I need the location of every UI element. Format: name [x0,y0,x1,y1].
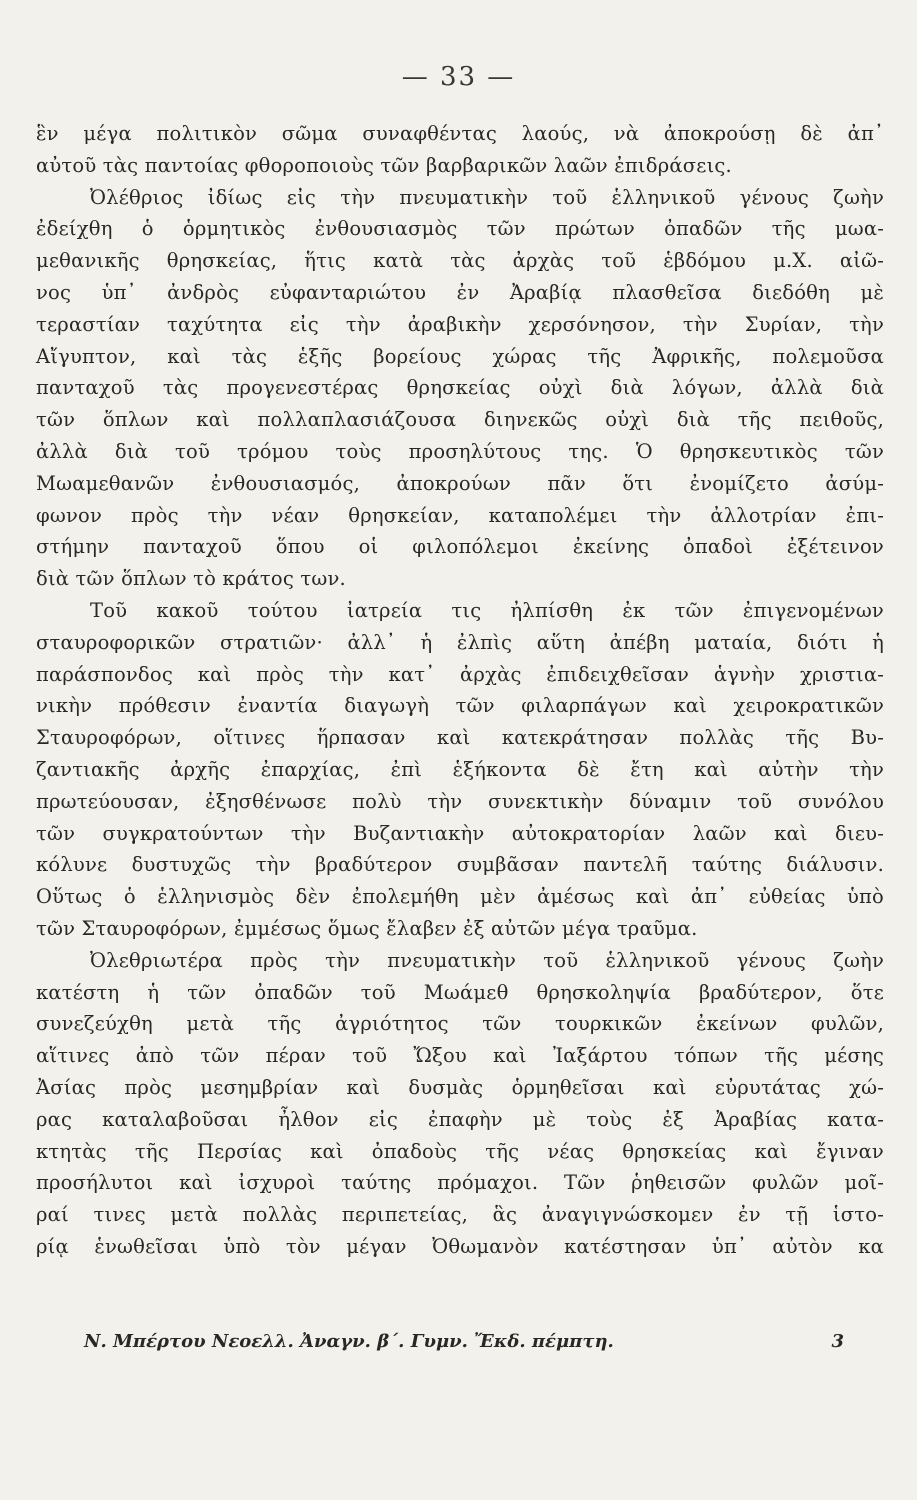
text-line: πρωτεύουσαν, ἐξησθένωσε πολὺ τὴν συνεκτικὴν δύναμιν τοῦ συνόλου [36,789,884,813]
text-line: κτητὰς τῆς Περσίας καὶ ὀπαδοὺς τῆς νέας θρησκείας καὶ ἔγιναν [36,1139,884,1163]
text-line: διὰ τῶν ὅπλων τὸ κράτος των. [36,567,346,591]
text-line: τεραστίαν ταχύτητα εἰς τὴν ἀραβικὴν χερσόνησον, τὴν Συρίαν, τὴν [36,312,884,336]
text-line: στήμην πανταχοῦ ὅπου οἱ φιλοπόλεμοι ἐκείνης ὀπαδοὶ ἐξέτεινον [36,535,884,559]
text-line: Σταυροφόρων, οἵτινες ἥρπασαν καὶ κατεκράτησαν πολλὰς τῆς Βυ- [36,726,884,750]
printer-signature: 3 [831,1331,844,1352]
text-line: τῶν Σταυροφόρων, ἐμμέσως ὅμως ἔλαβεν ἐξ αὐτῶν μέγα τραῦμα. [36,916,698,940]
text-line: ἓν μέγα πολιτικὸν σῶμα συναφθέντας λαούς, νὰ ἀποκρούσῃ δὲ ἀπ᾽ [36,122,884,145]
text-line: ρας καταλαβοῦσαι ἦλθον εἰς ἐπαφὴν μὲ τοὺς ἐξ Ἀραβίας κατα- [36,1107,884,1131]
text-line: ρίᾳ ἑνωθεῖσαι ὑπὸ τὸν μέγαν Ὀθωμανὸν κατέστησαν ὑπ᾽ αὐτὸν κα [36,1234,884,1258]
text-line: Ὀλέθριος ἰδίως εἰς τὴν πνευματικὴν τοῦ ἑλληνικοῦ γένους ζωὴν [90,185,884,209]
text-line: τῶν ὅπλων καὶ πολλαπλασιάζουσα διηνεκῶς οὐχὶ διὰ τῆς πειθοῦς, [36,408,884,432]
text-line: Αἴγυπτον, καὶ τὰς ἑξῆς βορείους χώρας τῆς Ἀφρικῆς, πολεμοῦσα [36,344,884,368]
text-line: ραί τινες μετὰ πολλὰς περιπετείας, ἃς ἀναγιγνώσκομεν ἐν τῇ ἱστο- [36,1203,884,1227]
text-line: παράσπονδος καὶ πρὸς τὴν κατ᾽ ἀρχὰς ἐπιδειχθεῖσαν ἁγνὴν χριστια- [36,662,884,686]
text-line: αὐτοῦ τὰς παντοίας φθοροποιοὺς τῶν βαρβαρικῶν λαῶν ἐπιδράσεις. [36,153,732,177]
text-line: νος ὑπ᾽ ἀνδρὸς εὐφανταριώτου ἐν Ἀραβίᾳ πλασθεῖσα διεδόθη μὲ [36,280,884,304]
footer-citation: Ν. Μπέρτου Νεοελλ. Ἀναγν. β΄. Γυμν. Ἔκδ. πέμπτη. [84,1331,614,1352]
text-line: τῶν συγκρατούντων τὴν Βυζαντιακὴν αὐτοκρατορίαν λαῶν καὶ διευ- [36,821,884,845]
text-line: μεθανικῆς θρησκείας, ἥτις κατὰ τὰς ἀρχὰς τοῦ ἑβδόμου μ.Χ. αἰῶ- [36,249,884,273]
body-text [36,118,884,1263]
text-line: κόλυνε δυστυχῶς τὴν βραδύτερον συμβᾶσαν παντελῆ ταύτης διάλυσιν. [36,853,884,877]
text-line: Οὕτως ὁ ἑλληνισμὸς δὲν ἐπολεμήθη μὲν ἀμέσως καὶ ἀπ᾽ εὐθείας ὑπὸ [36,885,884,909]
text-line: Ἀσίας πρὸς μεσημβρίαν καὶ δυσμὰς ὁρμηθεῖσαι καὶ εὐρυτάτας χώ- [36,1075,884,1099]
text-line: νικὴν πρόθεσιν ἐναντία διαγωγὴ τῶν φιλαρπάγων καὶ χειροκρατικῶν [36,694,884,718]
text-line: Τοῦ κακοῦ τούτου ἰατρεία τις ἠλπίσθη ἐκ τῶν ἐπιγενομένων [90,598,884,622]
text-line: Ὀλεθριωτέρα πρὸς τὴν πνευματικὴν τοῦ ἑλληνικοῦ γένους ζωὴν [90,948,884,972]
text-line: αἵτινες ἀπὸ τῶν πέραν τοῦ Ὤξου καὶ Ἰαξάρτου τόπων τῆς μέσης [36,1044,884,1068]
text-line: συνεζεύχθη μετὰ τῆς ἀγριότητος τῶν τουρκικῶν ἐκείνων φυλῶν, [36,1012,884,1036]
text-line: ἐδείχθη ὁ ὁρμητικὸς ἐνθουσιασμὸς τῶν πρώτων ὀπαδῶν τῆς μωα- [36,217,884,241]
text-line: σταυροφορικῶν στρατιῶν· ἀλλ᾽ ἡ ἐλπὶς αὕτη ἀπέβη ματαία, διότι ἡ [36,630,884,654]
text-line: ζαντιακῆς ἀρχῆς ἐπαρχίας, ἐπὶ ἑξήκοντα δὲ ἔτη καὶ αὐτὴν τὴν [36,757,884,781]
text-line: προσήλυτοι καὶ ἰσχυροὶ ταύτης πρόμαχοι. Τῶν ῥηθεισῶν φυλῶν μοῖ- [36,1171,884,1195]
text-line: φωνον πρὸς τὴν νέαν θρησκείαν, καταπολέμει τὴν ἀλλοτρίαν ἐπι- [36,503,884,527]
text-line: πανταχοῦ τὰς προγενεστέρας θρησκείας οὐχὶ διὰ λόγων, ἀλλὰ διὰ [36,376,884,400]
page-number: — 33 — [401,62,516,92]
text-line: ἀλλὰ διὰ τοῦ τρόμου τοὺς προσηλύτους της. Ὁ θρησκευτικὸς τῶν [36,439,884,463]
text-line: κατέστη ἡ τῶν ὀπαδῶν τοῦ Μωάμεθ θρησκοληψία βραδύτερον, ὅτε [36,980,884,1004]
text-line: Μωαμεθανῶν ἐνθουσιασμός, ἀποκρούων πᾶν ὅτι ἐνομίζετο ἀσύμ- [36,471,884,495]
page-footer [84,1331,844,1352]
